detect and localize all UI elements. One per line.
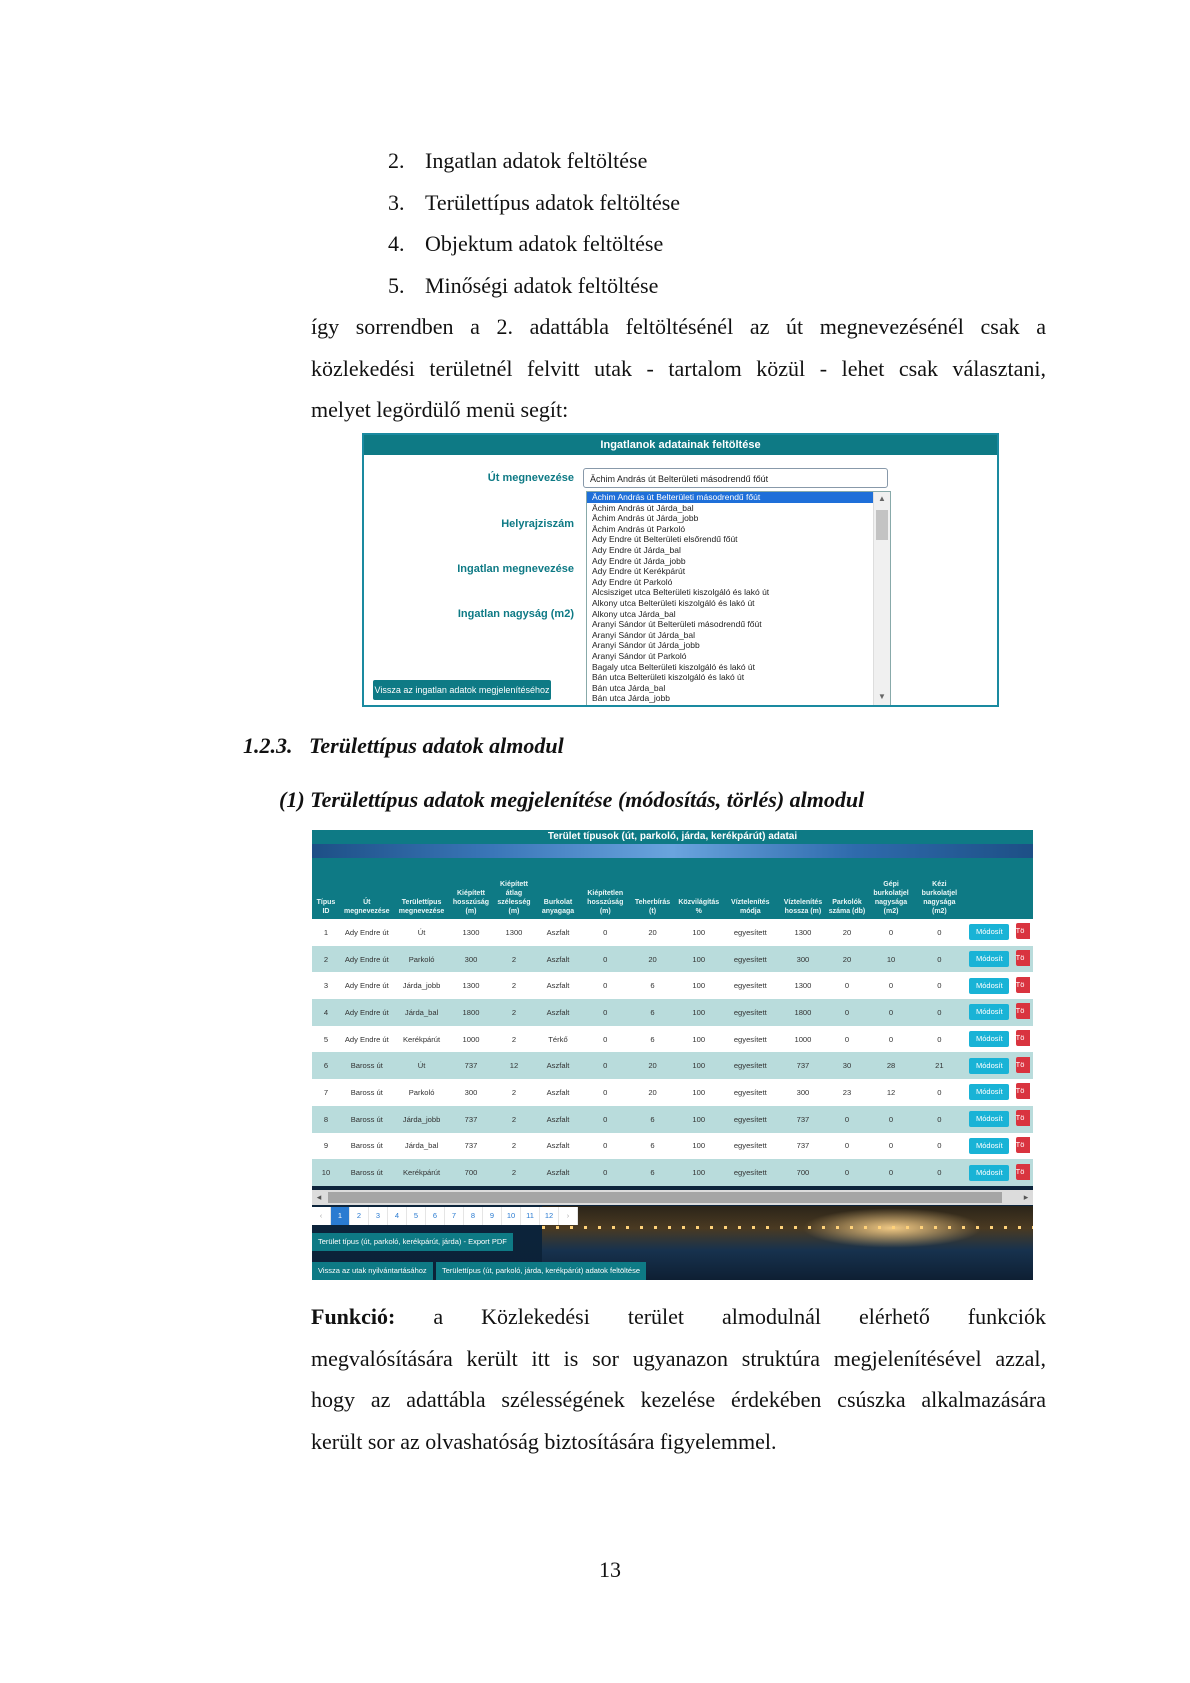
table-cell: 100 bbox=[675, 1079, 722, 1106]
table-cell: 0 bbox=[916, 1159, 963, 1186]
modify-button[interactable]: Módosít bbox=[969, 1138, 1009, 1154]
column-header[interactable]: Kiépítetlen hosszúság (m) bbox=[581, 858, 630, 919]
table-cell: Ady Endre út bbox=[340, 999, 394, 1026]
pagination-prev[interactable]: ‹ bbox=[312, 1207, 331, 1225]
modify-button[interactable]: Módosít bbox=[969, 924, 1009, 940]
table-cell bbox=[1016, 1159, 1033, 1186]
table-cell: 1800 bbox=[778, 999, 827, 1026]
back-to-property-list-button[interactable]: Vissza az ingatlan adatok megjelenítéséhoz bbox=[373, 680, 551, 700]
pagination-page[interactable]: 1 bbox=[331, 1207, 350, 1225]
table-cell: 4 bbox=[312, 999, 340, 1026]
table-cell: 0 bbox=[828, 999, 867, 1026]
table-cell: 2 bbox=[492, 1026, 535, 1053]
column-header[interactable]: Területtípus megnevezése bbox=[394, 858, 450, 919]
dropdown-option[interactable]: Aranyi Sándor út Járda_bal bbox=[592, 629, 696, 640]
road-name-label: Út megnevezése bbox=[487, 472, 574, 484]
table-cell: 737 bbox=[450, 1133, 493, 1160]
table-cell: Térkő bbox=[535, 1026, 580, 1053]
table-cell: 100 bbox=[675, 919, 722, 946]
table-cell: 12 bbox=[492, 1052, 535, 1079]
table-cell: 1 bbox=[312, 919, 340, 946]
dropdown-option[interactable]: Bán utca Belterületi kiszolgáló és lakó út bbox=[592, 672, 745, 683]
table-cell: egyesített bbox=[722, 1159, 778, 1186]
table-cell: egyesített bbox=[722, 919, 778, 946]
column-header[interactable]: Víztelenítés módja bbox=[722, 858, 778, 919]
numbered-list bbox=[388, 140, 680, 306]
table-cell: 0 bbox=[581, 1079, 630, 1106]
table-cell: egyesített bbox=[722, 1106, 778, 1133]
scrollbar-thumb[interactable] bbox=[328, 1192, 1002, 1203]
dropdown-option[interactable]: Ady Endre út Járda_jobb bbox=[592, 555, 686, 566]
table-cell: 2 bbox=[492, 1106, 535, 1133]
table-cell: egyesített bbox=[722, 1133, 778, 1160]
table-cell bbox=[1016, 1026, 1033, 1053]
table-cell: 20 bbox=[630, 919, 675, 946]
table-cell bbox=[963, 946, 1016, 973]
dropdown-scrollbar[interactable] bbox=[873, 492, 890, 706]
back-to-roads-button[interactable]: Vissza az utak nyilvántartásához bbox=[312, 1262, 433, 1280]
table-row bbox=[312, 1133, 1033, 1160]
table-cell: Út bbox=[394, 919, 450, 946]
table-cell: Ady Endre út bbox=[340, 919, 394, 946]
table-cell: 8 bbox=[312, 1106, 340, 1133]
table-cell: Baross út bbox=[340, 1159, 394, 1186]
pagination-page[interactable]: 12 bbox=[540, 1207, 559, 1225]
table-cell bbox=[963, 1052, 1016, 1079]
table-cell: 0 bbox=[581, 1159, 630, 1186]
pagination-page[interactable]: 3 bbox=[369, 1207, 388, 1225]
scroll-down-icon[interactable]: ▼ bbox=[878, 692, 886, 701]
table-cell: 0 bbox=[581, 1133, 630, 1160]
table-cell: Aszfalt bbox=[535, 1159, 580, 1186]
dropdown-option[interactable]: Ady Endre út Parkoló bbox=[592, 576, 673, 587]
table-cell: Aszfalt bbox=[535, 1133, 580, 1160]
table-cell: 0 bbox=[916, 1133, 963, 1160]
modify-button[interactable]: Módosít bbox=[969, 1031, 1009, 1047]
dropdown-option[interactable]: Alkony utca Járda_bal bbox=[592, 608, 676, 619]
dropdown-option[interactable]: Bagaly utca Belterületi kiszolgáló és lakó út bbox=[592, 661, 756, 672]
table-cell: Aszfalt bbox=[535, 999, 580, 1026]
table-cell: 0 bbox=[866, 972, 915, 999]
table-cell bbox=[963, 919, 1016, 946]
table-cell: Baross út bbox=[340, 1052, 394, 1079]
paragraph-function: Funkció: a Közlekedési terület almodulnál elérhető funkciók megvalósítására került itt is sor ugyanazon struktúra megjelenítésével azzal, hogy az adattábla szélességének kezelése érdekében csúszka alkalmazására került sor az olvashatóság biztosítására figyelemmel. bbox=[311, 1304, 1047, 1454]
scroll-right-icon[interactable]: ▸ bbox=[1023, 1192, 1029, 1202]
modify-button[interactable]: Módosít bbox=[969, 951, 1009, 967]
pagination-page[interactable]: 7 bbox=[445, 1207, 464, 1225]
subsection-heading: (1) Területtípus adatok megjelenítése (módosítás, törlés) almodul bbox=[279, 787, 865, 812]
table-cell: 0 bbox=[581, 999, 630, 1026]
table-cell: 0 bbox=[866, 1159, 915, 1186]
dropdown-option[interactable]: Aranyi Sándor út Parkoló bbox=[592, 650, 687, 661]
table-cell: 1300 bbox=[492, 919, 535, 946]
table-cell: 2 bbox=[492, 946, 535, 973]
modify-button[interactable]: Módosít bbox=[969, 1165, 1009, 1181]
table-cell: 10 bbox=[312, 1159, 340, 1186]
column-header bbox=[1016, 858, 1033, 919]
table-cell: Aszfalt bbox=[535, 1052, 580, 1079]
pagination bbox=[312, 1207, 578, 1225]
delete-button[interactable]: Tö bbox=[1016, 1057, 1030, 1073]
dropdown-option[interactable]: Ächim András út Járda_bal bbox=[592, 502, 694, 513]
table-cell bbox=[1016, 1079, 1033, 1106]
table-cell: 2 bbox=[492, 972, 535, 999]
area-type-table bbox=[312, 858, 1033, 1186]
table-cell: 0 bbox=[916, 919, 963, 946]
table-cell: Aszfalt bbox=[535, 1106, 580, 1133]
table-cell bbox=[1016, 1052, 1033, 1079]
table-cell: 3 bbox=[312, 972, 340, 999]
table-cell: 1300 bbox=[450, 919, 493, 946]
table-cell: 2 bbox=[492, 1159, 535, 1186]
road-name-dropdown-list[interactable] bbox=[586, 491, 891, 707]
table-row bbox=[312, 999, 1033, 1026]
list-item: 3. Területtípus adatok feltöltése bbox=[388, 189, 681, 215]
table-cell: 0 bbox=[828, 1026, 867, 1053]
dropdown-option[interactable]: Alkony utca Belterületi kiszolgáló és lakó út bbox=[592, 597, 755, 608]
column-header bbox=[963, 858, 1016, 919]
pagination-page[interactable]: 10 bbox=[502, 1207, 521, 1225]
table-cell: Aszfalt bbox=[535, 972, 580, 999]
table-cell: 100 bbox=[675, 1159, 722, 1186]
section-heading: 1.2.3. Területtípus adatok almodul bbox=[243, 733, 564, 758]
table-cell: 300 bbox=[778, 1079, 827, 1106]
table-cell: 0 bbox=[916, 1106, 963, 1133]
column-header[interactable]: Kiépített átlag szélesség (m) bbox=[492, 858, 535, 919]
pagination-page[interactable]: 2 bbox=[350, 1207, 369, 1225]
dropdown-option[interactable]: Ady Endre út Járda_bal bbox=[592, 544, 681, 555]
table-cell: 100 bbox=[675, 1052, 722, 1079]
table-cell: 28 bbox=[866, 1052, 915, 1079]
table-cell: 10 bbox=[866, 946, 915, 973]
table-row bbox=[312, 1106, 1033, 1133]
table-cell: Aszfalt bbox=[535, 919, 580, 946]
table-cell: 6 bbox=[312, 1052, 340, 1079]
table-cell: Kerékpárút bbox=[394, 1026, 450, 1053]
lot-number-label: Helyrajziszám bbox=[501, 518, 574, 530]
modify-button[interactable]: Módosít bbox=[969, 1058, 1009, 1074]
list-item: 5. Minőségi adatok feltöltése bbox=[388, 272, 659, 298]
table-header-row bbox=[312, 858, 1033, 919]
scrollbar-thumb[interactable] bbox=[876, 510, 888, 540]
column-header[interactable]: Kézi burkolatjel nagysága (m2) bbox=[916, 858, 963, 919]
modify-button[interactable]: Módosít bbox=[969, 978, 1009, 994]
function-label: Funkció: bbox=[311, 1304, 396, 1329]
table-cell: 9 bbox=[312, 1133, 340, 1160]
table-cell: 6 bbox=[630, 1159, 675, 1186]
table-row bbox=[312, 1052, 1033, 1079]
modify-button[interactable]: Módosít bbox=[969, 1004, 1009, 1020]
table-cell: 2 bbox=[492, 1079, 535, 1106]
modify-button[interactable]: Módosít bbox=[969, 1111, 1009, 1127]
table-cell: 1300 bbox=[450, 972, 493, 999]
table-cell: Aszfalt bbox=[535, 946, 580, 973]
scroll-left-icon[interactable]: ◂ bbox=[316, 1192, 322, 1202]
dropdown-option[interactable]: Ächim András út Parkoló bbox=[592, 523, 686, 534]
table-cell: 20 bbox=[630, 946, 675, 973]
dropdown-option[interactable]: Bán utca Járda_jobb bbox=[592, 693, 670, 704]
table-cell: 0 bbox=[581, 919, 630, 946]
dropdown-option[interactable]: Aranyi Sándor út Belterületi másodrendű főút bbox=[592, 619, 762, 630]
column-header[interactable]: Teherbírás (t) bbox=[630, 858, 675, 919]
table-cell bbox=[963, 972, 1016, 999]
table-cell bbox=[1016, 919, 1033, 946]
road-name-select[interactable]: Ächim András út Belterületi másodrendű főút bbox=[583, 468, 888, 488]
table-cell: 737 bbox=[778, 1133, 827, 1160]
table-row bbox=[312, 919, 1033, 946]
column-header[interactable]: Víztelenítés hossza (m) bbox=[778, 858, 827, 919]
table-cell: 0 bbox=[581, 1052, 630, 1079]
column-header[interactable]: Út megnevezése bbox=[340, 858, 394, 919]
pagination-page[interactable]: 6 bbox=[426, 1207, 445, 1225]
column-header[interactable]: Típus ID bbox=[312, 858, 340, 919]
table-cell: 100 bbox=[675, 1026, 722, 1053]
table-cell: 6 bbox=[630, 1106, 675, 1133]
table-cell: 0 bbox=[581, 946, 630, 973]
table-cell: Baross út bbox=[340, 1106, 394, 1133]
table-cell: 1300 bbox=[778, 972, 827, 999]
table-cell: Baross út bbox=[340, 1133, 394, 1160]
export-pdf-button[interactable]: Terület típus (út, parkoló, kerékpárút, járda) - Export PDF bbox=[312, 1233, 513, 1251]
area-type-table-screenshot bbox=[312, 830, 1033, 1280]
table-cell: egyesített bbox=[722, 946, 778, 973]
table-cell: 0 bbox=[866, 1133, 915, 1160]
table-cell: 21 bbox=[916, 1052, 963, 1079]
table-cell: egyesített bbox=[722, 999, 778, 1026]
horizontal-scrollbar[interactable] bbox=[312, 1190, 1033, 1205]
table-cell: 0 bbox=[866, 999, 915, 1026]
table-cell: 0 bbox=[828, 1133, 867, 1160]
table-cell: 737 bbox=[450, 1052, 493, 1079]
table-cell: 700 bbox=[450, 1159, 493, 1186]
column-header[interactable]: Parkolók száma (db) bbox=[828, 858, 867, 919]
delete-button[interactable]: Tö bbox=[1016, 977, 1030, 993]
delete-button[interactable]: Tö bbox=[1016, 1110, 1030, 1126]
table-cell: 737 bbox=[450, 1106, 493, 1133]
table-cell: Járda_bal bbox=[394, 1133, 450, 1160]
column-header[interactable]: Kiépített hosszúság (m) bbox=[450, 858, 493, 919]
table-cell bbox=[963, 1159, 1016, 1186]
table-cell: 0 bbox=[581, 972, 630, 999]
table-cell: 300 bbox=[778, 946, 827, 973]
table-cell: 100 bbox=[675, 972, 722, 999]
table-cell: 1000 bbox=[778, 1026, 827, 1053]
table-cell: egyesített bbox=[722, 972, 778, 999]
pagination-page[interactable]: 8 bbox=[464, 1207, 483, 1225]
table-cell: Baross út bbox=[340, 1079, 394, 1106]
table-cell: 737 bbox=[778, 1106, 827, 1133]
table-title: Terület típusok (út, parkoló, járda, kerékpárút) adatai bbox=[312, 830, 1033, 844]
modify-button[interactable]: Módosít bbox=[969, 1084, 1009, 1100]
table-cell: 20 bbox=[630, 1079, 675, 1106]
table-cell: Járda_bal bbox=[394, 999, 450, 1026]
table-cell: 100 bbox=[675, 999, 722, 1026]
table-cell bbox=[963, 1026, 1016, 1053]
table-row bbox=[312, 972, 1033, 999]
bridge-lights bbox=[542, 1226, 1033, 1229]
delete-button[interactable]: Tö bbox=[1016, 950, 1030, 966]
table-cell: 0 bbox=[916, 1079, 963, 1106]
table-cell: 12 bbox=[866, 1079, 915, 1106]
dropdown-option[interactable]: Bán utca Járda_bal bbox=[592, 682, 666, 693]
table-cell: 2 bbox=[492, 1133, 535, 1160]
delete-button[interactable]: Tö bbox=[1016, 1083, 1030, 1099]
table-cell: Parkoló bbox=[394, 946, 450, 973]
table-cell: Aszfalt bbox=[535, 1079, 580, 1106]
delete-button[interactable]: Tö bbox=[1016, 1137, 1030, 1153]
table-cell: 0 bbox=[916, 972, 963, 999]
table-row bbox=[312, 1026, 1033, 1053]
table-cell: 5 bbox=[312, 1026, 340, 1053]
table-cell: 20 bbox=[828, 946, 867, 973]
table-cell: Út bbox=[394, 1052, 450, 1079]
table-cell: 0 bbox=[866, 919, 915, 946]
table-cell: 300 bbox=[450, 946, 493, 973]
table-cell: 737 bbox=[778, 1052, 827, 1079]
dropdown-option[interactable]: Alcsisziget utca Belterületi kiszolgáló és lakó út bbox=[592, 587, 770, 598]
table-cell: 0 bbox=[866, 1106, 915, 1133]
table-cell: Ady Endre út bbox=[340, 972, 394, 999]
table-cell bbox=[963, 1133, 1016, 1160]
table-cell: 6 bbox=[630, 1133, 675, 1160]
table-cell: 6 bbox=[630, 972, 675, 999]
table-cell: egyesített bbox=[722, 1052, 778, 1079]
table-cell: 7 bbox=[312, 1079, 340, 1106]
delete-button[interactable]: Tö bbox=[1016, 1003, 1030, 1019]
table-cell: 0 bbox=[828, 972, 867, 999]
list-item: 2. Ingatlan adatok feltöltése bbox=[388, 148, 648, 173]
table-cell: 30 bbox=[828, 1052, 867, 1079]
table-cell: 0 bbox=[866, 1026, 915, 1053]
table-cell: egyesített bbox=[722, 1026, 778, 1053]
table-cell: Járda_jobb bbox=[394, 1106, 450, 1133]
table-cell bbox=[1016, 972, 1033, 999]
table-cell: 300 bbox=[450, 1079, 493, 1106]
form-title: Ingatlanok adatainak feltöltése bbox=[364, 435, 997, 455]
table-cell: Parkoló bbox=[394, 1079, 450, 1106]
table-cell: 6 bbox=[630, 999, 675, 1026]
dropdown-option[interactable]: Ady Endre út Kerékpárút bbox=[592, 566, 686, 577]
header-banner bbox=[312, 844, 1033, 858]
dropdown-option[interactable]: Ächim András út Belterületi másodrendű főút bbox=[587, 492, 874, 503]
table-cell: Kerékpárút bbox=[394, 1159, 450, 1186]
table-cell: Járda_jobb bbox=[394, 972, 450, 999]
table-cell: 0 bbox=[916, 946, 963, 973]
table-cell: 700 bbox=[778, 1159, 827, 1186]
table-cell: 2 bbox=[492, 999, 535, 1026]
dropdown-option[interactable]: Ady Endre út Belterületi elsőrendű főút bbox=[592, 534, 738, 545]
table-cell bbox=[963, 999, 1016, 1026]
scroll-up-icon[interactable]: ▲ bbox=[878, 494, 886, 503]
delete-button[interactable]: Tö bbox=[1016, 1164, 1030, 1180]
table-cell: 6 bbox=[630, 1026, 675, 1053]
upload-area-types-button[interactable]: Területtípus (út, parkoló, járda, kerékpárút) adatok feltöltése bbox=[436, 1262, 646, 1280]
table-cell: 20 bbox=[828, 919, 867, 946]
table-cell bbox=[1016, 999, 1033, 1026]
page-number: 13 bbox=[599, 1557, 621, 1582]
table-cell: 20 bbox=[630, 1052, 675, 1079]
dropdown-option[interactable]: Ächim András út Járda_jobb bbox=[592, 513, 699, 524]
pagination-page[interactable]: 4 bbox=[388, 1207, 407, 1225]
column-header[interactable]: Gépi burkolatjel nagysága (m2) bbox=[866, 858, 915, 919]
property-size-label: Ingatlan nagyság (m2) bbox=[457, 608, 574, 620]
table-row bbox=[312, 1159, 1033, 1186]
pagination-page[interactable]: 5 bbox=[407, 1207, 426, 1225]
pagination-page[interactable]: 11 bbox=[521, 1207, 540, 1225]
delete-button[interactable]: Tö bbox=[1016, 923, 1030, 939]
table-cell: 0 bbox=[828, 1159, 867, 1186]
table-cell: 0 bbox=[828, 1106, 867, 1133]
table-cell: egyesített bbox=[722, 1079, 778, 1106]
table-cell: 0 bbox=[916, 1026, 963, 1053]
table-cell bbox=[963, 1079, 1016, 1106]
table-cell: 100 bbox=[675, 1106, 722, 1133]
table-cell: Ady Endre út bbox=[340, 946, 394, 973]
table-row bbox=[312, 1079, 1033, 1106]
column-header[interactable]: Burkolat anyagaga bbox=[535, 858, 580, 919]
list-item: 4. Objektum adatok feltöltése bbox=[388, 231, 664, 256]
table-cell: 1300 bbox=[778, 919, 827, 946]
dropdown-option[interactable]: Aranyi Sándor út Járda_jobb bbox=[592, 640, 700, 651]
table-cell: Ady Endre út bbox=[340, 1026, 394, 1053]
table-cell: 0 bbox=[581, 1026, 630, 1053]
table-row bbox=[312, 946, 1033, 973]
table-cell bbox=[1016, 1106, 1033, 1133]
table-cell bbox=[963, 1106, 1016, 1133]
table-cell bbox=[1016, 946, 1033, 973]
paragraph-intro: így sorrendben a 2. adattábla feltöltésénél az út megnevezésénél csak a közlekedési területnél felvitt utak - tartalom közül - lehet csak választani, melyet legördülő menü segít: bbox=[311, 314, 1046, 422]
column-header[interactable]: Közvilágítás % bbox=[675, 858, 722, 919]
property-name-label: Ingatlan megnevezése bbox=[457, 563, 574, 575]
pagination-page[interactable]: 9 bbox=[483, 1207, 502, 1225]
table-cell: 1000 bbox=[450, 1026, 493, 1053]
table-cell bbox=[1016, 1133, 1033, 1160]
table-cell: 23 bbox=[828, 1079, 867, 1106]
table-cell: 100 bbox=[675, 1133, 722, 1160]
property-upload-form-screenshot bbox=[362, 433, 999, 707]
delete-button[interactable]: Tö bbox=[1016, 1030, 1030, 1046]
table-cell: 0 bbox=[581, 1106, 630, 1133]
table-cell: 1800 bbox=[450, 999, 493, 1026]
table-cell: 0 bbox=[916, 999, 963, 1026]
pagination-next[interactable]: › bbox=[559, 1207, 578, 1225]
table-cell: 100 bbox=[675, 946, 722, 973]
table-cell: 2 bbox=[312, 946, 340, 973]
